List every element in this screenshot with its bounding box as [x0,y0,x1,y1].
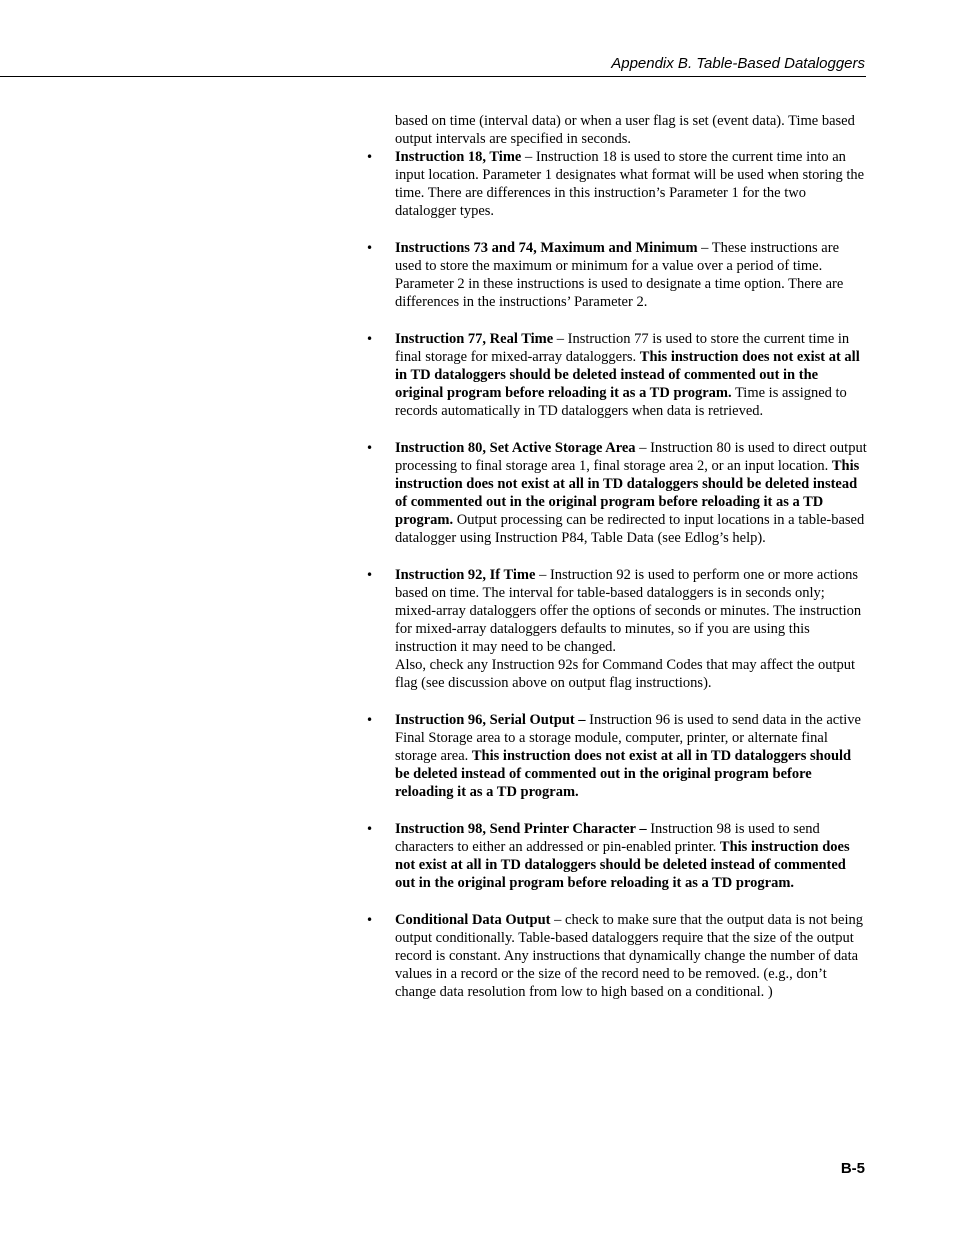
list-item [366,330,867,420]
item-body-tail: Time is assigned to records automatically in TD dataloggers when data is retrieved. [395,385,847,419]
item-body: – Instruction 18 is used to store the current time into an input location. Parameter 1 designates what format will be used when storing the time. There are differences in this instruction’s Parameter 1 for the two datalogger types. [395,149,865,219]
document-body [366,112,867,1020]
bullet-icon: • [366,713,374,727]
item-heading: Instruction 80, Set Active Storage Area [395,440,636,456]
bullet-icon: • [366,822,374,836]
list-item-subparagraph: Also, check any Instruction 92s for Command Codes that may affect the output flag (see discussion above on output flag instructions). [395,657,856,691]
item-heading: Instruction 98, Send Printer Character – [395,821,647,837]
item-heading: Instruction 92, If Time [395,567,536,583]
header-rule [0,76,866,77]
page-number: B-5 [840,1160,865,1177]
list-item [366,148,867,220]
item-body: – Instruction 80 is used to direct output processing to final storage area 1, final storage area 2, or an input location. [395,440,867,474]
list-item-text [395,911,867,1001]
list-item-text [395,330,867,420]
list-item-text [395,148,867,220]
item-warning: This instruction does not exist at all in TD dataloggers should be deleted instead of commented out in the original program before reloading it as a TD program. [395,458,860,528]
bullet-icon: • [366,913,374,927]
bullet-icon: • [366,241,374,255]
list-item [366,820,867,892]
item-body: – Instruction 92 is used to perform one or more actions based on time. The interval for table-based dataloggers is in seconds only; mixed-array dataloggers offer the options of seconds or minutes. The instruction for mixed-array dataloggers defaults to minutes, so if you are using this instruction it may need to be changed. [395,567,862,655]
list-item [366,711,867,801]
item-warning: This instruction does not exist at all in TD dataloggers should be deleted instead of commented out in the original program before reloading it as a TD program. [395,349,860,401]
list-item [366,239,867,311]
item-body-tail: Output processing can be redirected to input locations in a table-based datalogger using Instruction P84, Table Data (see Edlog’s help). [395,512,865,546]
item-heading: Instruction 96, Serial Output – [395,712,586,728]
item-body: – Instruction 77 is used to store the current time in final storage for mixed-array dataloggers. [395,331,850,365]
bullet-icon: • [366,441,374,455]
bullet-icon: • [366,568,374,582]
list-item-text [395,711,867,801]
item-body: Instruction 96 is used to send data in the active Final Storage area to a storage module, computer, printer, or alternate final storage area. [395,712,861,764]
list-item [366,566,867,692]
list-item [366,911,867,1001]
item-heading: Conditional Data Output [395,912,551,928]
item-warning: This instruction does not exist at all in TD dataloggers should be deleted instead of commented out in the original program before reloading it as a TD program. [395,748,852,800]
item-body: – check to make sure that the output data is not being output conditionally. Table-based dataloggers require that the size of the output record is constant. Any instructions that dynamically change the number of data values in a record or the size of the record need to be removed. (e.g., don’t change data resolution from low to high based on a conditional. ) [395,912,863,1000]
list-item-text [395,566,867,656]
bullet-icon: • [366,150,374,164]
item-body: – These instructions are used to store the maximum or minimum for a value over a period of time. Parameter 2 in these instructions is used to designate a time option. There are differences in the instructions’ Parameter 2. [395,240,844,310]
item-warning: This instruction does not exist at all in TD dataloggers should be deleted instead of commented out in the original program before reloading it as a TD program. [395,839,850,891]
bullet-icon: • [366,332,374,346]
item-heading: Instructions 73 and 74, Maximum and Minimum [395,240,698,256]
item-body: Instruction 98 is used to send characters to either an addressed or pin-enabled printer. [395,821,820,855]
list-item-text [395,439,867,547]
item-heading: Instruction 77, Real Time [395,331,554,347]
list-item-text [395,820,867,892]
item-heading: Instruction 18, Time [395,149,522,165]
intro-paragraph: based on time (interval data) or when a user flag is set (event data). Time based output intervals are specified in seconds. [395,113,855,147]
list-item [366,439,867,547]
header-title: Appendix B. Table-Based Dataloggers [611,55,865,72]
list-item-text [395,239,867,311]
